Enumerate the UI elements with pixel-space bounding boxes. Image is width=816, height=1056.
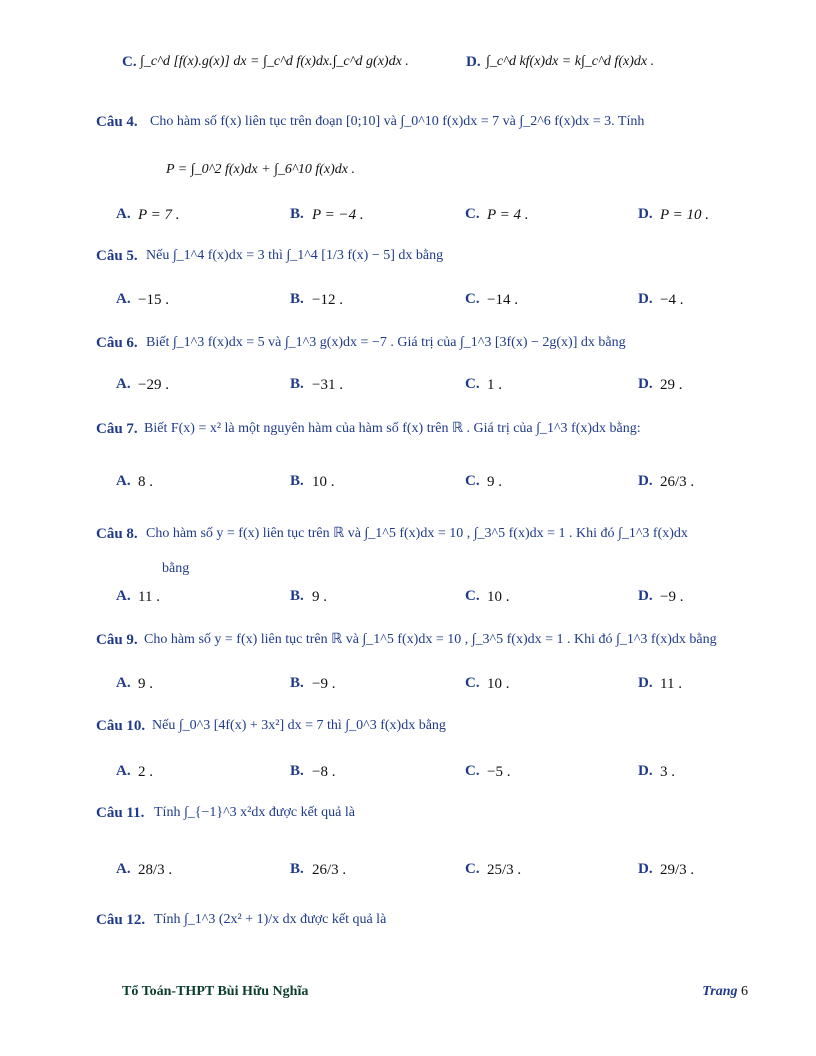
option-b: −12 . xyxy=(312,292,343,308)
option-d: 3 . xyxy=(660,764,675,780)
question-text: Biết F(x) = x² là một nguyên hàm của hàm số f(x) trên ℝ . Giá trị của ∫_1^3 f(x)dx bằng: xyxy=(144,421,641,436)
option-label: C. xyxy=(465,291,480,307)
option-label: B. xyxy=(290,675,304,691)
option-label: C. xyxy=(465,206,480,222)
option-label: B. xyxy=(290,473,304,489)
question-text: Tính ∫_{−1}^3 x²dx được kết quả là xyxy=(154,805,356,820)
question-label: Câu 7. xyxy=(96,421,138,437)
option-c: 1 . xyxy=(487,377,502,393)
question-text: Nếu ∫_1^4 f(x)dx = 3 thì ∫_1^4 [1/3 f(x) − 5] dx bằng xyxy=(146,248,444,263)
option-label: C. xyxy=(465,675,480,691)
option-label: A. xyxy=(116,861,131,877)
option-label: C. xyxy=(465,473,480,489)
option-c: 25/3 . xyxy=(487,862,522,878)
option-d: −9 . xyxy=(660,589,684,605)
option-a: 9 . xyxy=(138,676,153,692)
option-d: 11 . xyxy=(660,676,682,692)
option-c: 10 . xyxy=(487,676,510,692)
option-b: 26/3 . xyxy=(312,862,347,878)
option-d: 26/3 . xyxy=(660,474,695,490)
option-a: −29 . xyxy=(138,377,169,393)
option-label: C. xyxy=(465,376,480,392)
option-c: P = 4 . xyxy=(487,207,529,223)
option-label: C. xyxy=(465,763,480,779)
question-label: Câu 5. xyxy=(96,248,138,264)
q3-c-formula: ∫_c^d [f(x).g(x)] dx = ∫_c^d f(x)dx.∫_c^d g(x)dx . xyxy=(140,54,409,69)
option-label: A. xyxy=(116,588,131,604)
option-c: −5 . xyxy=(487,764,511,780)
option-label: C. xyxy=(465,588,480,604)
option-label: C. xyxy=(465,861,480,877)
option-d: −4 . xyxy=(660,292,684,308)
option-label: D. xyxy=(638,376,653,392)
option-label: B. xyxy=(290,291,304,307)
option-label: D. xyxy=(638,206,653,222)
option-b: 9 . xyxy=(312,589,327,605)
option-b: −9 . xyxy=(312,676,336,692)
option-label: A. xyxy=(116,291,131,307)
question-label: Câu 9. xyxy=(96,632,138,648)
question-label: Câu 12. xyxy=(96,912,146,928)
option-c: −14 . xyxy=(487,292,518,308)
option-label: D. xyxy=(638,675,653,691)
option-d: 29/3 . xyxy=(660,862,695,878)
footer-school: Tổ Toán-THPT Bùi Hữu Nghĩa xyxy=(122,984,309,999)
question-label: Câu 4. xyxy=(96,114,138,130)
option-label: D. xyxy=(638,473,653,489)
option-d: 29 . xyxy=(660,377,683,393)
option-label: B. xyxy=(290,763,304,779)
option-b: 10 . xyxy=(312,474,335,490)
page-num: 6 xyxy=(741,984,748,999)
question-text: Cho hàm số y = f(x) liên tục trên ℝ và ∫_1^5 f(x)dx = 10 , ∫_3^5 f(x)dx = 1 . Khi đó ∫_1^3 f(x)dx bằng xyxy=(144,632,717,647)
question-label: Câu 6. xyxy=(96,335,138,351)
option-label: D. xyxy=(466,54,481,70)
question-text: Biết ∫_1^3 f(x)dx = 5 và ∫_1^3 g(x)dx = −7 . Giá trị của ∫_1^3 [3f(x) − 2g(x)] dx bằng xyxy=(146,335,626,350)
option-label: A. xyxy=(116,206,131,222)
option-b: −31 . xyxy=(312,377,343,393)
option-a: 8 . xyxy=(138,474,153,490)
question-text: Nếu ∫_0^3 [4f(x) + 3x²] dx = 7 thì ∫_0^3 f(x)dx bằng xyxy=(152,718,446,733)
option-label: B. xyxy=(290,588,304,604)
page-footer xyxy=(122,984,748,1000)
option-c: 9 . xyxy=(487,474,502,490)
question-text: Cho hàm số y = f(x) liên tục trên ℝ và ∫_1^5 f(x)dx = 10 , ∫_3^5 f(x)dx = 1 . Khi đó ∫_1^3 f(x)dx xyxy=(146,526,688,541)
option-c: 10 . xyxy=(487,589,510,605)
option-label: A. xyxy=(116,675,131,691)
option-d: P = 10 . xyxy=(660,207,710,223)
question-label: Câu 8. xyxy=(96,526,138,542)
option-label: C. xyxy=(122,54,137,70)
option-label: A. xyxy=(116,473,131,489)
page-number xyxy=(702,984,748,1000)
option-label: D. xyxy=(638,861,653,877)
question-text: Cho hàm số f(x) liên tục trên đoạn [0;10] và ∫_0^10 f(x)dx = 7 và ∫_2^6 f(x)dx = 3. Tính xyxy=(150,114,645,129)
question-formula: P = ∫_0^2 f(x)dx + ∫_6^10 f(x)dx . xyxy=(166,162,355,177)
option-label: D. xyxy=(638,763,653,779)
question-text: Tính ∫_1^3 (2x² + 1)/x dx được kết quả là xyxy=(154,912,387,927)
option-a: P = 7 . xyxy=(138,207,180,223)
option-label: A. xyxy=(116,763,131,779)
question-label: Câu 11. xyxy=(96,805,145,821)
option-label: D. xyxy=(638,291,653,307)
option-a: 11 . xyxy=(138,589,160,605)
question-text-cont: bằng xyxy=(162,561,190,576)
option-a: 28/3 . xyxy=(138,862,173,878)
q3-d-formula: ∫_c^d kf(x)dx = k∫_c^d f(x)dx . xyxy=(486,54,655,69)
option-label: D. xyxy=(638,588,653,604)
option-a: −15 . xyxy=(138,292,169,308)
page-word: Trang xyxy=(702,984,738,999)
option-label: B. xyxy=(290,376,304,392)
option-b: −8 . xyxy=(312,764,336,780)
option-label: B. xyxy=(290,861,304,877)
question-label: Câu 10. xyxy=(96,718,146,734)
option-label: A. xyxy=(116,376,131,392)
option-label: B. xyxy=(290,206,304,222)
option-a: 2 . xyxy=(138,764,153,780)
option-b: P = −4 . xyxy=(312,207,364,223)
